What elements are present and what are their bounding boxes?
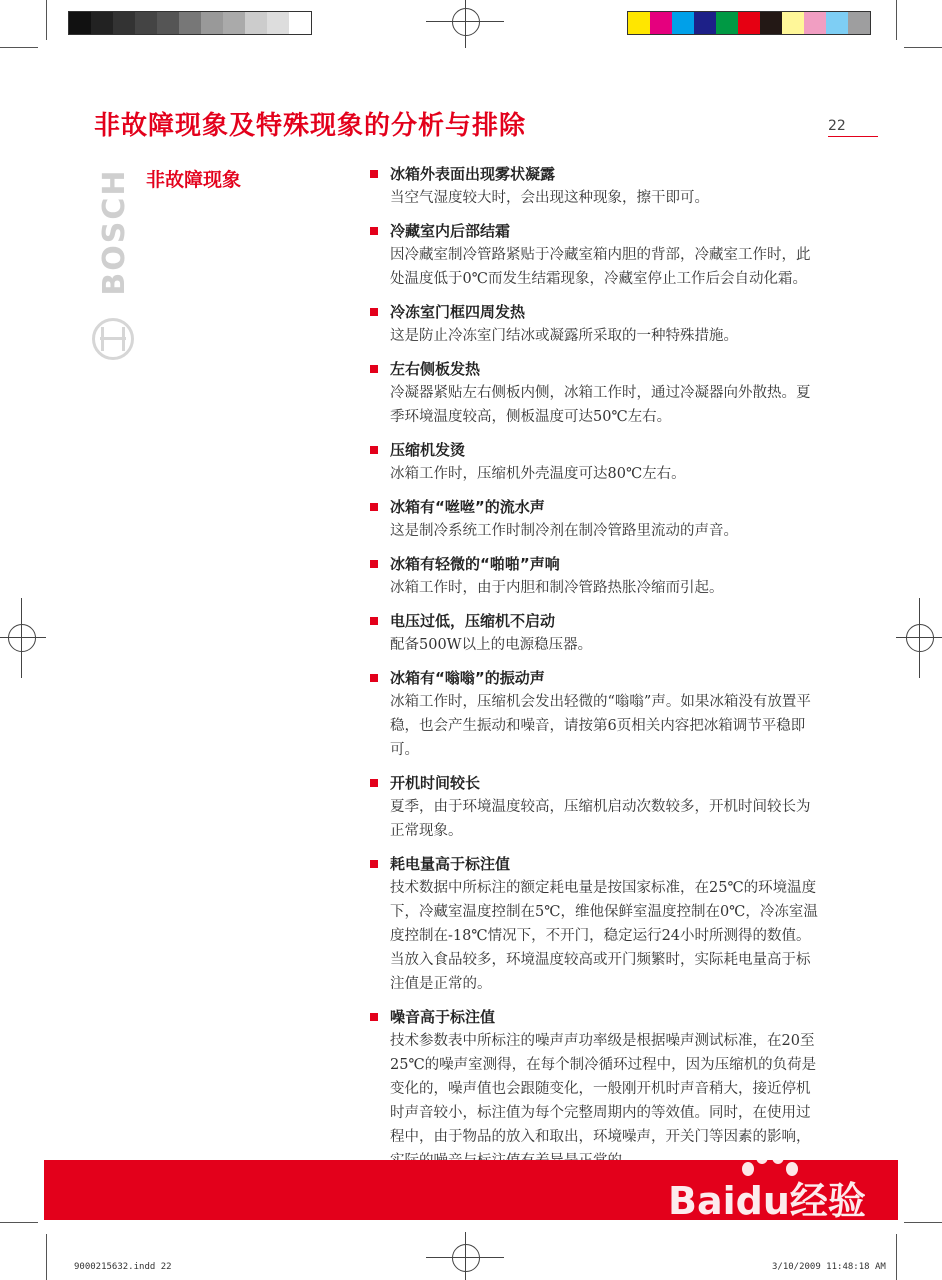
square-bullet-icon xyxy=(370,503,378,511)
item-description: 配备500W以上的电源稳压器。 xyxy=(390,637,593,653)
item-description: 当空气湿度较大时，会出现这种现象，擦干即可。 xyxy=(390,190,709,206)
item-heading: 噪音高于标注值 xyxy=(390,1008,496,1026)
item-heading: 冷藏室内后部结霜 xyxy=(390,222,511,240)
item-description: 因冷藏室制冷管路紧贴于冷藏室箱内胆的背部，冷藏室工作时，此处温度低于0℃而发生结霜现象，冷藏室停止工作后会自动化霜。 xyxy=(390,247,811,287)
item-description: 冰箱工作时，压缩机会发出轻微的“嗡嗡”声。如果冰箱没有放置平稳，也会产生振动和噪音，请按第6页相关内容把冰箱调节平稳即可。 xyxy=(390,694,811,758)
gray-swatch xyxy=(201,12,223,34)
color-swatch xyxy=(650,12,672,34)
crop-mark xyxy=(46,0,47,40)
registration-mark-bottom xyxy=(452,1244,480,1272)
list-item xyxy=(370,163,820,210)
list-item xyxy=(370,439,820,486)
registration-line xyxy=(465,0,466,48)
gray-swatch xyxy=(91,12,113,34)
list-item xyxy=(370,610,820,657)
date-slug: 3/10/2009 11:48:18 AM xyxy=(772,1262,886,1272)
phenomena-list xyxy=(370,163,820,1183)
gray-swatch xyxy=(157,12,179,34)
list-item xyxy=(370,772,820,843)
item-heading: 冰箱有轻微的“啪啪”声响 xyxy=(390,555,560,573)
crop-mark xyxy=(904,1222,942,1223)
square-bullet-icon xyxy=(370,1013,378,1021)
gray-swatch xyxy=(179,12,201,34)
bosch-armature-icon xyxy=(92,318,134,360)
item-description: 技术数据中所标注的额定耗电量是按国家标准，在25℃的环境温度下，冷藏室温度控制在5℃，维他保鲜室温度控制在0℃，冷冻室温度控制在-18℃情况下，不开门，稳定运行24小时所测得的数值。当放入食品较多，环境温度较高或开门频繁时，实际耗电量高于标注值是正常的。 xyxy=(390,880,818,992)
registration-mark-left xyxy=(8,624,36,652)
gray-swatch xyxy=(289,12,311,34)
list-item xyxy=(370,496,820,543)
square-bullet-icon xyxy=(370,308,378,316)
registration-mark-top xyxy=(452,8,480,36)
item-description: 这是防止冷冻室门结冰或凝露所采取的一种特殊措施。 xyxy=(390,328,738,344)
item-heading: 开机时间较长 xyxy=(390,774,481,792)
color-swatch xyxy=(760,12,782,34)
brand-text: BOSCH xyxy=(97,168,132,296)
crop-mark xyxy=(904,47,942,48)
color-swatch xyxy=(848,12,870,34)
registration-mark-right xyxy=(906,624,934,652)
crop-mark xyxy=(46,1234,47,1280)
square-bullet-icon xyxy=(370,446,378,454)
square-bullet-icon xyxy=(370,617,378,625)
color-swatch xyxy=(628,12,650,34)
baidu-watermark xyxy=(668,1148,898,1248)
section-title: 非故障现象 xyxy=(146,169,242,191)
gray-swatch xyxy=(69,12,91,34)
watermark-main: Baidu经验 xyxy=(668,1179,866,1223)
color-swatch xyxy=(716,12,738,34)
crop-mark xyxy=(0,1222,38,1223)
gray-swatch xyxy=(245,12,267,34)
color-swatch xyxy=(672,12,694,34)
watermark-url: jingyan.baidu.com xyxy=(674,1218,841,1239)
square-bullet-icon xyxy=(370,560,378,568)
list-item xyxy=(370,301,820,348)
page-number: 22 xyxy=(828,118,878,137)
gray-swatch xyxy=(267,12,289,34)
crop-mark xyxy=(896,0,897,40)
list-item xyxy=(370,220,820,291)
square-bullet-icon xyxy=(370,674,378,682)
file-slug: 9000215632.indd 22 xyxy=(74,1262,172,1272)
square-bullet-icon xyxy=(370,860,378,868)
color-swatch xyxy=(826,12,848,34)
item-heading: 冰箱外表面出现雾状凝露 xyxy=(390,165,556,183)
gray-swatch xyxy=(223,12,245,34)
bosch-logo-wordmark xyxy=(96,165,130,305)
square-bullet-icon xyxy=(370,227,378,235)
gray-swatch xyxy=(135,12,157,34)
grayscale-bar xyxy=(68,11,312,35)
item-description: 冰箱工作时，压缩机外壳温度可达80℃左右。 xyxy=(390,466,686,482)
item-description: 冰箱工作时，由于内胆和制冷管路热胀冷缩而引起。 xyxy=(390,580,724,596)
color-swatch xyxy=(694,12,716,34)
color-swatch xyxy=(782,12,804,34)
item-heading: 冷冻室门框四周发热 xyxy=(390,303,526,321)
registration-line xyxy=(0,637,46,638)
item-description: 这是制冷系统工作时制冷剂在制冷管路里流动的声音。 xyxy=(390,523,738,539)
registration-line xyxy=(465,1232,466,1280)
color-swatch xyxy=(738,12,760,34)
item-description: 夏季，由于环境温度较高，压缩机启动次数较多，开机时间较长为正常现象。 xyxy=(390,799,811,839)
item-description: 技术参数表中所标注的噪声声功率级是根据噪声测试标准，在20至25℃的噪声室测得，在每个制冷循环过程中，因为压缩机的负荷是变化的，噪声值也会跟随变化，一般刚开机时声音稍大，接近停机时声音较小，标注值为每个完整周期内的等效值。同时，在使用过程中，由于物品的放入和取出，环境噪声，开关门等因素的影响， xyxy=(390,1033,817,1145)
gray-swatch xyxy=(113,12,135,34)
registration-line xyxy=(21,598,22,678)
list-item xyxy=(370,667,820,762)
square-bullet-icon xyxy=(370,170,378,178)
page-title: 非故障现象及特殊现象的分析与排除 xyxy=(94,111,527,141)
item-heading: 冰箱有“咝咝”的流水声 xyxy=(390,498,545,516)
item-heading: 电压过低，压缩机不启动 xyxy=(390,612,556,630)
square-bullet-icon xyxy=(370,779,378,787)
item-heading: 耗电量高于标注值 xyxy=(390,855,511,873)
item-heading: 冰箱有“嗡嗡”的振动声 xyxy=(390,669,545,687)
list-item xyxy=(370,853,820,996)
list-item xyxy=(370,553,820,600)
list-item xyxy=(370,358,820,429)
color-swatch xyxy=(804,12,826,34)
registration-line xyxy=(919,598,920,678)
item-description: 冷凝器紧贴左右侧板内侧，冰箱工作时，通过冷凝器向外散热。夏季环境温度较高，侧板温度可达50℃左右。 xyxy=(390,385,811,425)
item-heading: 左右侧板发热 xyxy=(390,360,481,378)
crop-mark xyxy=(0,47,38,48)
color-bar xyxy=(627,11,871,35)
item-heading: 压缩机发烫 xyxy=(390,441,466,459)
square-bullet-icon xyxy=(370,365,378,373)
